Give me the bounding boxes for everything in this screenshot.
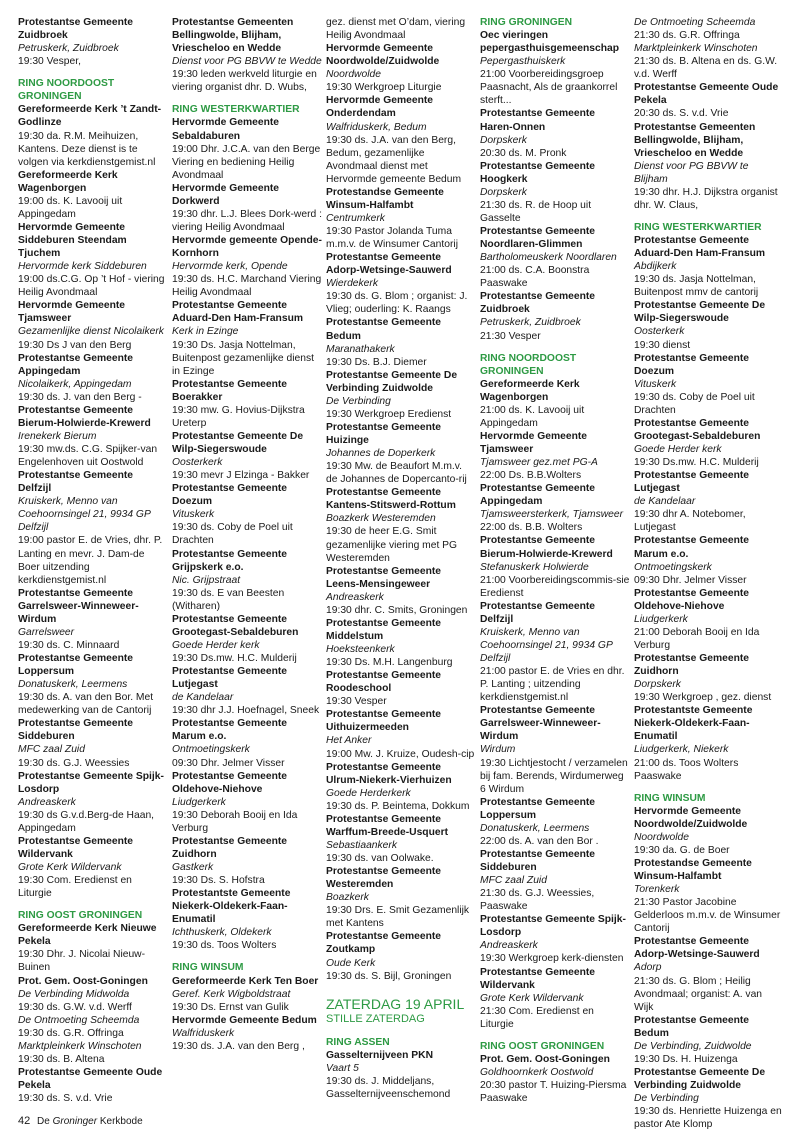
service-detail: 21:00 pastor E. de Vries en dhr. P. Lanting ; uitzending kerkdienstgemist.nl — [480, 666, 625, 704]
service-detail: 19:30 mw. G. Hovius-Dijkstra Ureterp — [172, 404, 305, 429]
congregation-name: Protestantse Gemeente De Wilp-Siegerswoude — [634, 300, 766, 325]
church-location: MFC zaal Zuid — [18, 744, 85, 756]
congregation-name: Protestantse Gemeente Boerakker — [172, 378, 288, 403]
service-detail: 19:30 dhr. C. Smits, Groningen — [326, 604, 468, 616]
publication-name: Groninger — [52, 1116, 98, 1127]
congregation-name: Protestantse Gemeente Spijk-Losdorp — [18, 770, 164, 795]
congregation-name: Protestantse Gemeente Lutjegast — [634, 470, 750, 495]
service-detail: 22:00 ds. A. van den Bor . — [480, 835, 599, 847]
ring-heading: RING WESTERKWARTIER — [634, 221, 762, 233]
congregation-name: Hervormde Gemeente Onderdendam — [326, 95, 434, 120]
congregation-name: Protestantse Gemeente Spijk-Losdorp — [480, 914, 626, 939]
service-detail: 19:30 Werkgroep kerk-diensten — [480, 953, 624, 965]
congregation-name: Protestantse Gemeente Garrelsweer-Winneweer-Wirdum — [480, 705, 601, 743]
church-location: Goede Herder kerk — [634, 444, 722, 455]
congregation-name: Protestantse Gemeente Warffum-Breede-Usquert — [326, 813, 449, 838]
ring-heading: RING NOORDOOST GRONINGEN — [480, 352, 577, 377]
ring-heading: RING NOORDOOST GRONINGEN — [18, 78, 115, 103]
service-detail: 19:30 da. G. de Boer — [634, 844, 730, 856]
congregation-name: Protestantse Gemeente Aduard-Den Ham-Fransum — [172, 300, 304, 325]
church-location: Het Anker — [326, 735, 372, 747]
church-location: Dienst voor PG BBVW te Blijham — [634, 160, 749, 185]
service-detail: 19:30 ds. B. Altena — [18, 1053, 105, 1065]
church-location: Nicolaikerk, Appingedam — [18, 378, 132, 390]
service-detail: 19:30 da. R.M. Meihuizen, Kantens. Deze dienst is te volgen via kerkdienstgemist.nl — [18, 130, 156, 168]
service-detail: 19:30 leden werkveld liturgie en viering organist dhr. D. Wubs, — [172, 69, 317, 94]
listing-column-5 — [634, 16, 784, 1131]
service-detail: 19:30 ds. A. van den Bor. Met medewerking van de Cantorij — [18, 692, 154, 717]
church-location: Andreaskerk — [18, 796, 76, 808]
congregation-name: Protestantse Gemeente Middelstum — [326, 617, 442, 642]
church-location: De Verbinding Midwolda — [18, 988, 130, 1000]
church-location: Adorp — [634, 962, 662, 974]
church-location: Maranathakerk — [326, 343, 395, 355]
church-location: Vituskerk — [172, 509, 215, 521]
church-location: Ontmoetingskerk — [634, 561, 712, 573]
church-location: Noordwolde — [634, 831, 689, 843]
congregation-name: Protestantse Gemeente De Verbinding Zuidwolde — [326, 369, 458, 394]
congregation-name: Protestantse Gemeente Bedum — [326, 317, 442, 342]
church-location: Wierdekerk — [326, 278, 378, 290]
church-location: Oosterkerk — [172, 457, 223, 469]
congregation-name: Protestantse Gemeente Huizinge — [326, 421, 442, 446]
church-location: Goldhoornkerk Oostwold — [480, 1066, 594, 1078]
church-location: de Kandelaar — [172, 692, 234, 704]
ring-heading: RING GRONINGEN — [480, 17, 573, 28]
church-location: Gastkerk — [172, 862, 214, 873]
church-location: Johannes de Doperkerk — [326, 448, 436, 460]
service-detail: 21:00 ds. C.A. Boonstra Paaswake — [480, 265, 590, 290]
service-detail: 19:30 Ds J van den Berg — [18, 339, 132, 351]
service-detail: 19:30 Deborah Booij en Ida Verburg — [172, 809, 298, 834]
service-detail: 19:30 Pastor Jolanda Tuma m.m.v. de Winsumer Cantorij — [326, 226, 458, 251]
church-location: Tjamsweer gez.met PG-A — [480, 457, 598, 469]
service-detail: 22:00 ds. B.B. Wolters — [480, 522, 583, 534]
congregation-name: Gereformeerde Kerk Ten Boer — [172, 975, 319, 987]
congregation-name: Prot. Gem. Oost-Goningen — [480, 1053, 610, 1065]
ring-heading: RING OOST GRONINGEN — [480, 1040, 605, 1052]
church-location: Liudgerkerk — [172, 796, 226, 808]
service-detail: 21:30 Pastor Jacobine Gelderloos m.m.v. de Winsumer Cantorij — [634, 897, 781, 935]
congregation-name: Protestantse Gemeente Zuidhorn — [172, 835, 288, 860]
congregation-name: Protestantste Gemeente Niekerk-Oldekerk-Faan-Enumatil — [634, 705, 753, 743]
congregation-name: Prot. Gem. Oost-Goningen — [18, 975, 148, 987]
church-location: Andreaskerk — [326, 591, 384, 603]
congregation-name: Hervormde gemeente Opende-Kornhorn — [172, 235, 322, 260]
church-location: Dorpskerk — [480, 134, 527, 146]
service-detail: 19:30 ds. J. Middeljans, Gasselternijveenschemond — [326, 1075, 451, 1101]
congregation-name: Protestantse Gemeente Appingedam — [18, 352, 134, 377]
church-location: Bartholomeuskerk Noordlaren — [480, 252, 617, 264]
church-location: Irenekerk Bierum — [18, 430, 97, 442]
ring-heading: RING WESTERKWARTIER — [172, 104, 300, 116]
service-detail: 20:30 ds. S. v.d. Vrie — [634, 108, 729, 120]
service-detail: 19:30 Werkgroep , gez. dienst — [634, 692, 772, 704]
congregation-name: Protestantse Gemeente Grootegast-Sebaldeburen — [634, 417, 761, 442]
service-detail: 19:30 ds. G. Blom ; organist: J. Vlieg; ouderling: K. Raangs — [326, 291, 468, 316]
church-location: Andreaskerk — [480, 940, 538, 952]
listing-column-1 — [18, 16, 168, 1105]
service-detail: 19:30 ds. J.A. van den Berg , — [172, 1040, 305, 1052]
church-location: Kerk in Ezinge — [172, 326, 239, 338]
service-detail: 19:30 mw.ds. C.G. Spijker-van Engelenhoven uit Oostwold — [18, 444, 158, 469]
congregation-name: Hervormde Gemeente Noordwolde/Zuidwolde — [634, 805, 748, 830]
congregation-name: Hervormde Gemeente Dorkwerd — [172, 182, 280, 207]
congregation-name: Protestantse Gemeenten Bellingwolde, Blijham, Vriescheloo en Wedde — [634, 121, 756, 159]
church-location: Nic. Grijpstraat — [172, 574, 241, 586]
service-detail: 19:30 ds. S. Bijl, Groningen — [326, 970, 452, 982]
congregation-name: Protestantse Gemeente Westeremden — [326, 866, 442, 891]
church-location: Petruskerk, Zuidbroek — [480, 317, 581, 329]
congregation-name: Protestantse Gemeente Leens-Mensingeweer — [326, 565, 442, 590]
congregation-name: Protestantse Gemeente Delfzijl — [18, 470, 134, 495]
page-footer — [18, 1115, 143, 1127]
church-location: Donatuskerk, Leermens — [18, 679, 128, 691]
congregation-name: Protestantse Gemeenten Bellingwolde, Blijham, Vriescheloo en Wedde — [172, 17, 294, 55]
congregation-name: Protestantse Gemeente Wildervank — [18, 835, 134, 860]
congregation-name: Protestantse Gemeente Uithuizermeeden — [326, 709, 442, 734]
church-location: Oude Kerk — [326, 957, 376, 969]
church-location: Stefanuskerk Holwierde — [480, 561, 589, 573]
church-location: Hervormde kerk, Opende — [172, 261, 288, 273]
service-detail: 19:30 dhr A. Notebomer, Lutjegast — [634, 509, 746, 534]
church-location: De Verbinding — [326, 395, 391, 407]
service-detail: 19:30 de heer E.G. Smit gezamenlijke viering met PG Westeremden — [326, 526, 458, 564]
service-detail: 19:00 Dhr. J.C.A. van den Berge Viering en bediening Heilig Avondmaal — [172, 143, 321, 181]
service-detail: 21:00 ds. Toos Wolters Paaswake — [634, 757, 739, 782]
service-detail: 19:30 ds. G.J. Weessies — [18, 757, 130, 769]
service-detail: 19:30 Drs. E. Smit Gezamenlijk met Kantens — [326, 905, 470, 930]
service-detail: 19:30 ds. C. Minnaard — [18, 639, 120, 651]
church-location: Ontmoetingskerk — [172, 744, 250, 756]
congregation-name: Protestantse Gemeente Ulrum-Niekerk-Vierhuizen — [326, 761, 452, 786]
church-location: Dorpskerk — [480, 186, 527, 198]
service-detail: 19:30 Ds. Ernst van Gulik — [172, 1001, 289, 1013]
church-location: Gezamenlijke dienst Nicolaikerk — [18, 326, 164, 338]
church-location: Ichthuskerk, Oldekerk — [172, 927, 272, 939]
publication-prefix: De — [37, 1116, 50, 1127]
service-detail: 19:30 Com. Eredienst en Liturgie — [18, 875, 132, 900]
service-detail: 19:30 Mw. de Beaufort M.m.v. de Johannes de Dopercanto-rij — [326, 461, 467, 486]
congregation-name: Protestantse Gemeente Marum e.o. — [172, 718, 288, 743]
congregation-name: Hervormde Gemeente Bedum — [172, 1014, 317, 1026]
congregation-name: Protestantse Gemeente Siddeburen — [480, 848, 596, 873]
church-location: De Verbinding — [634, 1093, 699, 1105]
service-detail: 19:00 ds. K. Lavooij uit Appingedam — [18, 195, 123, 220]
church-location: Marktpleinkerk Winschoten — [18, 1040, 142, 1052]
congregation-name: Protestantse Gemeente Roodeschool — [326, 670, 442, 695]
listing-column-3 — [326, 16, 476, 1101]
day-subheading: STILLE ZATERDAG — [326, 1012, 425, 1025]
congregation-name: Protestantse Gemeente Garrelsweer-Winneweer-Wirdum — [18, 587, 139, 625]
church-location: Liudgerkerk — [634, 613, 688, 625]
congregation-name: Hervormde Gemeente Siddeburen Steendam Tjuchem — [18, 221, 127, 260]
service-detail: 21:30 ds. G.J. Weessies, Paaswake — [480, 888, 595, 913]
listing-column-4 — [480, 16, 630, 1105]
service-detail: 19:30 dhr. L.J. Blees Dork-werd : viering Heilig Avondmaal — [172, 208, 322, 233]
service-detail: 21:30 ds. R. de Hoop uit Gasselte — [480, 199, 592, 224]
congregation-name: Protestantse Gemeente Loppersum — [480, 796, 596, 821]
service-detail: 19:30 Ds. H. Huizenga — [634, 1053, 738, 1065]
congregation-name: Protestantse Gemeente Wildervank — [480, 966, 596, 991]
service-detail: 19:30 Ds. B.J. Diemer — [326, 356, 427, 368]
church-location: Marktpleinkerk Winschoten — [634, 43, 758, 55]
congregation-name: Gereformeerde Kerk ’t Zandt-Godlinze — [18, 104, 162, 129]
church-location: Torenkerk — [634, 884, 680, 896]
church-location: Hoeksteenkerk — [326, 644, 395, 655]
service-detail: 19:30 ds. H.C. Marchand Viering Heilig Avondmaal — [172, 274, 322, 299]
service-detail: 19:30 Werkgroep Eredienst — [326, 408, 452, 420]
service-detail: 21:30 Com. Eredienst en Liturgie — [480, 1005, 594, 1030]
church-location: Abdijkerk — [634, 261, 677, 273]
service-detail: 19:30 ds. G.R. Offringa — [18, 1027, 124, 1039]
service-detail: 19:00 ds.C.G. Op ’t Hof - viering Heilig Avondmaal — [18, 274, 165, 299]
church-location: Centrumkerk — [326, 212, 385, 224]
congregation-name: Gasselternijveen PKN — [326, 1049, 434, 1061]
congregation-name: Protestantse Gemeente Loppersum — [18, 653, 134, 678]
service-detail: 21:30 ds. G. Blom ; Heilig Avondmaal; organist: A. van Wijk — [634, 975, 763, 1013]
service-detail: 19:30 ds. S. v.d. Vrie — [18, 1093, 113, 1105]
service-detail: 19:30 ds. J. van den Berg - — [18, 391, 142, 403]
service-detail: 21:00 Deborah Booij en Ida Verburg — [634, 626, 760, 651]
service-detail: gez. dienst met O’dam, viering Heilig Avondmaal — [326, 17, 466, 42]
congregation-name: Hervormde Gemeente Tjamsweer — [480, 430, 588, 455]
congregation-name: Oec vieringen pepergasthuisgemeenschap — [480, 30, 620, 55]
congregation-name: Gereformeerde Kerk Wagenborgen — [18, 169, 118, 194]
church-location: MFC zaal Zuid — [480, 875, 547, 887]
service-detail: 19:30 ds. van Oolwake. — [326, 853, 434, 864]
congregation-name: Protestantse Gemeente Haren-Onnen — [480, 108, 596, 133]
service-detail: 19:30 mevr J Elzinga - Bakker — [172, 470, 310, 482]
church-location: Vituskerk — [634, 378, 677, 390]
congregation-name: Protestandse Gemeente Winsum-Halfambt — [326, 186, 444, 211]
service-detail: 21:30 ds. G.R. Offringa — [634, 30, 740, 42]
service-detail: 19:30 Werkgroep Liturgie — [326, 82, 442, 94]
listing-column-2 — [172, 16, 322, 1053]
service-detail: 19:30 ds. E van Beesten (Witharen) — [172, 587, 285, 612]
congregation-name: Protestantse Gemeente Appingedam — [480, 483, 596, 508]
congregation-name: Protestantste Gemeente Niekerk-Oldekerk-Faan-Enumatil — [172, 888, 291, 926]
church-location: Donatuskerk, Leermens — [480, 822, 590, 834]
congregation-name: Protestantse Gemeente Delfzijl — [480, 600, 596, 625]
church-location: De Ontmoeting Scheemda — [634, 17, 756, 28]
congregation-name: Protestantse Gemeente Oldehove-Niehove — [172, 770, 288, 795]
congregation-name: Gereformeerde Kerk Wagenborgen — [480, 378, 580, 403]
congregation-name: Protestantse Gemeente Zuidbroek — [480, 291, 596, 316]
ring-heading: RING ASSEN — [326, 1036, 390, 1048]
service-detail: 21:00 Voorbereidingsgroep Paasnacht, Als de graankorrel sterft... — [480, 69, 618, 107]
congregation-name: Gereformeerde Kerk Nieuwe Pekela — [18, 923, 157, 948]
service-detail: 20:30 ds. M. Pronk — [480, 147, 567, 159]
congregation-name: Protestantse Gemeente Grootegast-Sebaldeburen — [172, 613, 299, 638]
church-location: Kruiskerk, Menno van Coehoornsingel 21, 9934 GP Delfzijl — [480, 626, 613, 664]
ring-heading: RING WINSUM — [634, 792, 706, 804]
church-location: Vaart 5 — [326, 1062, 359, 1074]
church-location: de Kandelaar — [634, 496, 696, 508]
congregation-name: Protestantse Gemeente Doezum — [634, 352, 750, 377]
congregation-name: Protestantse Gemeente De Verbinding Zuidwolde — [634, 1066, 766, 1091]
congregation-name: Protestantse Gemeente Zoutkamp — [326, 931, 442, 956]
church-location: Walfriduskerk — [172, 1027, 235, 1039]
service-detail: 19:30 Ds. Jasja Nottelman, Buitenpost gezamenlijke dienst in Ezinge — [172, 339, 314, 377]
congregation-name: Protestantse Gemeente Noordlaren-Glimmen — [480, 226, 596, 251]
service-detail: 19:30 ds. G.W. v.d. Werff — [18, 1001, 132, 1013]
ring-heading: RING WINSUM — [172, 962, 244, 974]
congregation-name: Protestantse Gemeente Siddeburen — [18, 718, 134, 743]
congregation-name: Protestantse Gemeente Doezum — [172, 483, 288, 508]
service-detail: 19:30 Vesper, — [18, 56, 81, 68]
church-location: Petruskerk, Zuidbroek — [18, 43, 119, 55]
church-location: Hervormde kerk Siddeburen — [18, 261, 147, 273]
church-location: Goede Herderkerk — [326, 787, 411, 799]
service-detail: 19:00 pastor E. de Vries, dhr. P. Lanting en mevr. J. Dam-de Boer uitzending kerkdienstgemist.nl — [18, 535, 163, 586]
congregation-name: Protestantse Gemeente Grijpskerk e.o. — [172, 548, 288, 573]
service-detail: 19:30 ds G.v.d.Berg-de Haan, Appingedam — [18, 809, 155, 834]
congregation-name: Protestandse Gemeente Winsum-Halfambt — [634, 857, 752, 882]
congregation-name: Protestantse Gemeente Hoogkerk — [480, 160, 596, 185]
service-detail: 20:30 pastor T. Huizing-Piersma Paaswake — [480, 1080, 627, 1105]
church-location: Kruiskerk, Menno van Coehoornsingel 21, 9934 GP Delfzijl — [18, 496, 151, 534]
service-detail: 19:30 dhr J.J. Hoefnagel, Sneek — [172, 705, 320, 717]
service-detail: 21:00 Voorbereidingscommis-sie Eredienst — [480, 574, 630, 599]
church-location: Noordwolde — [326, 69, 381, 81]
congregation-name: Hervormde Gemeente Noordwolde/Zuidwolde — [326, 43, 440, 68]
church-location: Dorpskerk — [634, 679, 681, 691]
service-detail: 19:30 ds. Henriette Huizenga en pastor Ate Klomp — [634, 1106, 782, 1131]
church-location: Sebastiaankerk — [326, 839, 397, 851]
service-detail: 22:00 Ds. B.B.Wolters — [480, 470, 582, 482]
church-location: Pepergasthuiskerk — [480, 56, 566, 68]
service-detail: 19:30 ds. Coby de Poel uit Drachten — [172, 522, 293, 547]
service-detail: 19:30 Dhr. J. Nicolai Nieuw-Buinen — [18, 949, 146, 974]
church-location: De Verbinding, Zuidwolde — [634, 1040, 752, 1052]
church-location: Boazkerk — [326, 892, 369, 904]
service-detail: 09:30 Dhr. Jelmer Visser — [634, 574, 747, 586]
congregation-name: Protestantse Gemeente Zuidhorn — [634, 653, 750, 678]
church-location: Geref. Kerk Wigboldstraat — [172, 988, 291, 1000]
church-location: Garrelsweer — [18, 626, 75, 638]
ring-heading: RING OOST GRONINGEN — [18, 910, 143, 922]
congregation-name: Protestantse Gemeente Bedum — [634, 1014, 750, 1039]
congregation-name: Protestantse Gemeente Oude Pekela — [634, 82, 779, 107]
church-location: Oosterkerk — [634, 326, 685, 338]
service-detail: 19:30 dhr. H.J. Dijkstra organist dhr. W. Claus, — [634, 186, 778, 211]
service-detail: 19:30 ds. P. Beintema, Dokkum — [326, 800, 470, 812]
service-detail: 19:30 Ds.mw. H.C. Mulderij — [634, 457, 759, 469]
congregation-name: Protestantse Gemeente Aduard-Den Ham-Fransum — [634, 235, 766, 260]
congregation-name: Protestantse Gemeente Zuidbroek — [18, 17, 134, 42]
service-detail: 19:30 Vesper — [326, 696, 387, 708]
church-location: Grote Kerk Wildervank — [18, 862, 122, 873]
congregation-name: Protestantse Gemeente Oude Pekela — [18, 1066, 163, 1091]
service-detail: 19:30 dienst — [634, 339, 691, 351]
service-detail: 21:30 ds. B. Altena en ds. G.W. v.d. Werff — [634, 56, 778, 81]
page-number: 42 — [18, 1115, 31, 1127]
service-detail: 19:30 Ds. M.H. Langenburg — [326, 657, 453, 669]
church-location: Dienst voor PG BBVW te Wedde — [172, 56, 322, 68]
congregation-name: Protestantse Gemeente Marum e.o. — [634, 535, 750, 560]
church-location: Grote Kerk Wildervank — [480, 992, 584, 1004]
service-detail: 19:00 Mw. J. Kruize, Oudesh-cip — [326, 748, 475, 760]
service-detail: 21:30 Vesper — [480, 330, 541, 342]
service-detail: 19:30 ds. Coby de Poel uit Drachten — [634, 391, 755, 416]
congregation-name: Protestantse Gemeente Lutjegast — [172, 666, 288, 691]
church-location: Goede Herder kerk — [172, 639, 260, 651]
congregation-name: Protestantse Gemeente Oldehove-Niehove — [634, 587, 750, 612]
service-detail: 09:30 Dhr. Jelmer Visser — [172, 757, 285, 769]
congregation-name: Protestantse Gemeente Bierum-Holwierde-Krewerd — [18, 404, 151, 429]
publication-suffix: Kerkbode — [99, 1116, 143, 1127]
service-detail: 19:30 ds. J.A. van den Berg, Bedum, gezamenlijke Avondmaal dienst met Hervormde gemeente Bedum — [326, 134, 462, 185]
service-detail: 19:30 Ds.mw. H.C. Mulderij — [172, 653, 297, 664]
congregation-name: Hervormde Gemeente Sebaldaburen — [172, 117, 280, 142]
service-detail: 19:30 Ds. S. Hofstra — [172, 875, 265, 887]
church-location: Tjamsweersterkerk, Tjamsweer — [480, 509, 624, 521]
service-detail: 19:30 ds. Toos Wolters — [172, 940, 277, 952]
congregation-name: Protestantse Gemeente Bierum-Holwierde-Krewerd — [480, 535, 613, 560]
day-heading: ZATERDAG 19 APRIL — [326, 995, 465, 1012]
congregation-name: Protestantse Gemeente Kantens-Stitswerd-Rottum — [326, 487, 456, 512]
congregation-name: Protestantse Gemeente De Wilp-Siegerswoude — [172, 430, 304, 455]
service-detail: 19:30 ds. Jasja Nottelman, Buitenpost mmv de cantorij — [634, 274, 759, 299]
congregation-name: Protestantse Gemeente Adorp-Wetsinge-Sauwerd — [634, 936, 760, 961]
church-location: Boazkerk Westeremden — [326, 513, 436, 525]
service-detail: 21:00 ds. K. Lavooij uit Appingedam — [480, 404, 585, 429]
congregation-name: Protestantse Gemeente Adorp-Wetsinge-Sauwerd — [326, 252, 452, 277]
service-detail: 19:30 Lichtjestocht / verzamelen bij fam. Berends, Wirdumerweg 6 Wirdum — [480, 757, 628, 795]
church-location: Liudgerkerk, Niekerk — [634, 744, 729, 756]
congregation-name: Hervormde Gemeente Tjamsweer — [18, 300, 126, 325]
church-location: De Ontmoeting Scheemda — [18, 1014, 140, 1026]
church-location: Walfriduskerk, Bedum — [326, 121, 427, 133]
church-location: Wirdum — [480, 744, 516, 756]
